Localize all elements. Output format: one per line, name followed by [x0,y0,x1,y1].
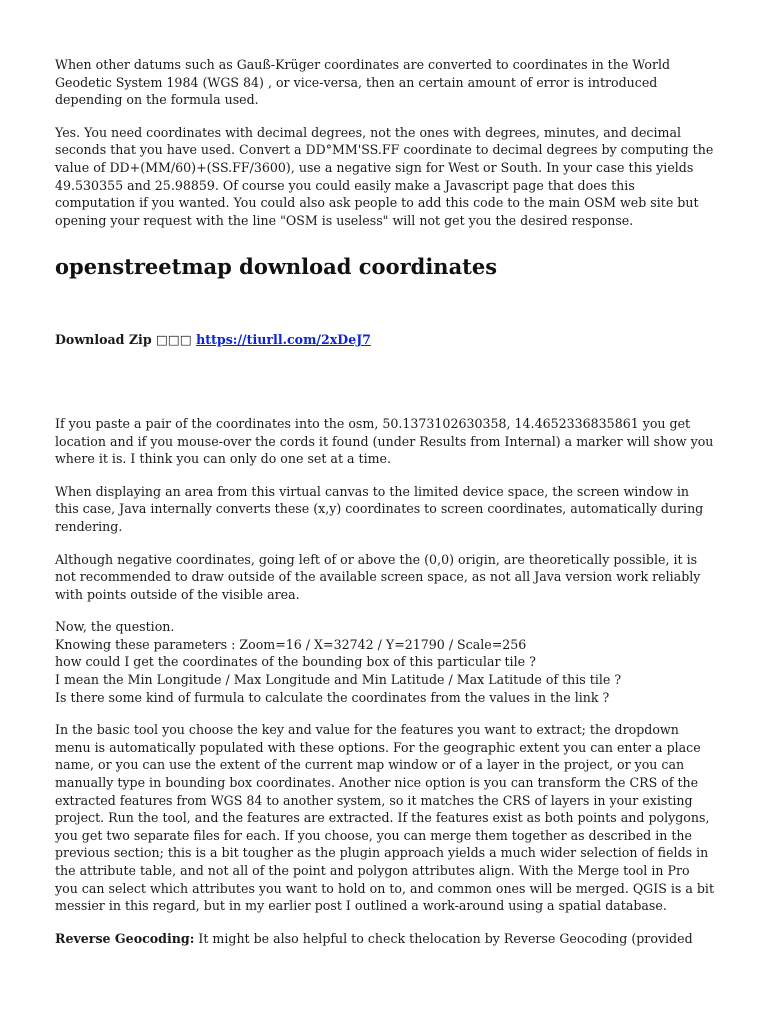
missing-glyph-icons: □□□ [156,332,192,348]
question-line: Knowing these parameters : Zoom=16 / X=32742 / Y=21790 / Scale=256 [55,636,527,652]
download-link[interactable]: https://tiurll.com/2xDeJ7 [196,332,371,348]
question-line: Is there some kind of furmula to calculate the coordinates from the values in the link ? [55,689,610,705]
page-heading: openstreetmap download coordinates [55,254,498,280]
reverse-geocoding-label: Reverse Geocoding: [55,930,195,946]
paragraph-basic-tool: In the basic tool you choose the key and value for the features you want to extract; the dropdown menu is automatically populated with these options. For the geographic extent you can enter a place name, or you can use the extent of the current map window or of a layer in the project, or you can manually type in bounding box coordinates. Another nice option is you can transform the CRS of the extracted features from WGS 84 to another system, so it matches the CRS of layers in your existing project. Run the tool, and the features are extracted. If the features exist as both points and polygons, you get two separate files for each. If you choose, you can merge them together as described in the previous section; this is a bit tougher as the plugin approach yields a much wider selection of fields in the attribute table, and not all of the point and polygon attributes align. With the Merge tool in Pro you can select which attributes you want to hold on to, and common ones will be merged. QGIS is a bit messier in this regard, but in my earlier post I outlined a work-around using a spatial database. [55,722,715,914]
question-block [55,618,715,706]
question-line: I mean the Min Longitude / Max Longitude and Min Latitude / Max Latitude of this tile ? [55,672,622,688]
question-line: how could I get the coordinates of the bounding box of this particular tile ? [55,654,536,670]
download-label: Download Zip [55,332,152,348]
paragraph-paste-coordinates: If you paste a pair of the coordinates into the osm, 50.1373102630358, 14.4652336835861 you get location and if you mouse-over the cords it found (under Results from Internal) a marker will show you where it is. I think you can only do one set at a time. [55,415,714,467]
question-line: Now, the question. [55,619,175,635]
paragraph-reverse-geocoding [55,930,715,948]
paragraph-negative-coordinates: Although negative coordinates, going left of or above the (0,0) origin, are theoretically possible, it is not recommended to draw outside of the available screen space, as not all Java version work reliably with points outside of the visible area. [55,551,701,602]
paragraph-datum-conversion: When other datums such as Gauß-Krüger coordinates are converted to coordinates in the World Geodetic System 1984 (WGS 84) , or vice-versa, then an certain amount of error is introduced depending on the formula used. [55,57,671,108]
reverse-geocoding-text: It might be also helpful to check thelocation by Reverse Geocoding (provided [194,930,693,946]
document-page [55,56,715,947]
download-line [55,331,715,349]
paragraph-decimal-degrees: Yes. You need coordinates with decimal degrees, not the ones with degrees, minutes, and decimal seconds that you have used. Convert a DD°MM'SS.FF coordinate to decimal degrees by computing the value of DD+(MM/60)+(SS.FF/3600), use a negative sign for West or South. In your case this yields 49.530355 and 25.98859. Of course you could easily make a Javascript page that does this computation if you wanted. You could also ask people to add this code to the main OSM web site but opening your request with the line "OSM is useless" will not get you the desired response. [55,124,714,228]
paragraph-virtual-canvas: When displaying an area from this virtual canvas to the limited device space, the screen window in this case, Java internally converts these (x,y) coordinates to screen coordinates, automatically during rendering. [55,483,704,534]
